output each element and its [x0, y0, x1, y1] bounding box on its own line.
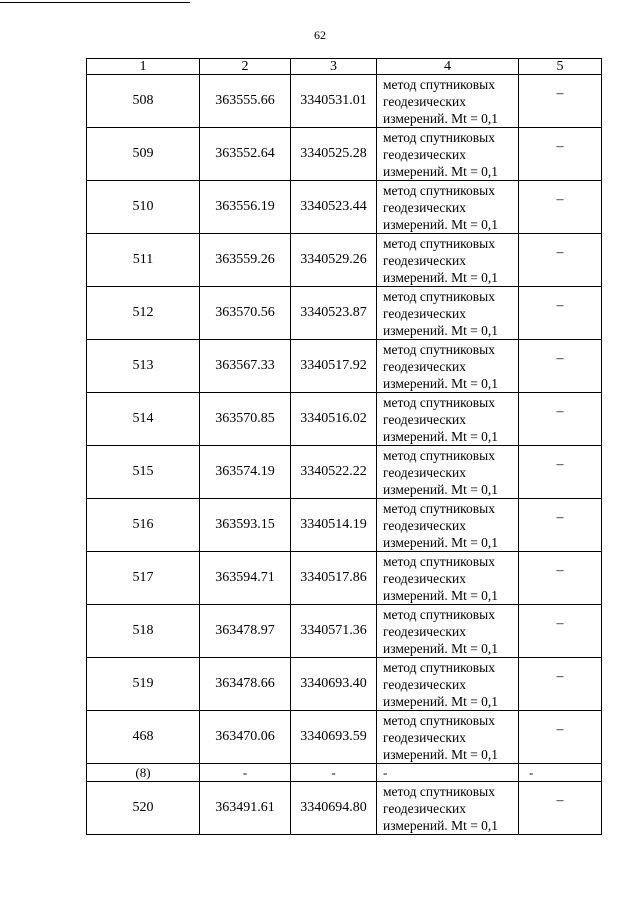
note-dash: – — [556, 404, 564, 419]
cell-point: 518 — [87, 605, 200, 658]
note-dash: – — [556, 722, 564, 737]
table-row — [87, 605, 602, 658]
method-line: метод спутниковых — [383, 288, 495, 304]
separator-row — [87, 764, 602, 782]
method-line: геодезических — [383, 729, 466, 745]
cell-note — [519, 499, 602, 552]
cell-point: 520 — [87, 782, 200, 835]
cell-x: 363559.26 — [200, 234, 291, 287]
note-dash: – — [556, 351, 564, 366]
cell-y: 3340693.59 — [291, 711, 377, 764]
method-line: геодезических — [383, 199, 466, 215]
note-dash: – — [556, 139, 564, 154]
cell-y: 3340529.26 — [291, 234, 377, 287]
method-line: метод спутниковых — [383, 606, 495, 622]
header-col-3: 3 — [291, 59, 377, 75]
note-dash: – — [556, 192, 564, 207]
note-dash: – — [556, 457, 564, 472]
cell-point: 513 — [87, 340, 200, 393]
cell-point: (8) — [87, 764, 200, 782]
method-line: метод спутниковых — [383, 783, 495, 799]
method-line: геодезических — [383, 93, 466, 109]
note-dash: – — [556, 298, 564, 313]
cell-method — [377, 340, 519, 393]
cell-x: 363470.06 — [200, 711, 291, 764]
table-row — [87, 287, 602, 340]
method-line: метод спутниковых — [383, 447, 495, 463]
cell-method — [377, 499, 519, 552]
method-line: метод спутниковых — [383, 394, 495, 410]
cell-point: 517 — [87, 552, 200, 605]
header-col-4: 4 — [377, 59, 519, 75]
method-line: метод спутниковых — [383, 76, 495, 92]
cell-method — [377, 75, 519, 128]
cell-y: 3340523.44 — [291, 181, 377, 234]
method-line: измерений. Mt = 0,1 — [383, 375, 499, 391]
method-line: геодезических — [383, 623, 466, 639]
cell-note — [519, 393, 602, 446]
method-line: измерений. Mt = 0,1 — [383, 428, 499, 444]
method-line: метод спутниковых — [383, 182, 495, 198]
cell-point: 515 — [87, 446, 200, 499]
cell-y: 3340517.86 — [291, 552, 377, 605]
cell-x: 363552.64 — [200, 128, 291, 181]
cell-x: 363491.61 — [200, 782, 291, 835]
table-row — [87, 393, 602, 446]
cell-point: 511 — [87, 234, 200, 287]
cell-x: 363567.33 — [200, 340, 291, 393]
method-line: геодезических — [383, 517, 466, 533]
cell-method — [377, 446, 519, 499]
cell-note — [519, 605, 602, 658]
cell-method — [377, 181, 519, 234]
method-line: геодезических — [383, 411, 466, 427]
cell-method — [377, 605, 519, 658]
cell-method — [377, 658, 519, 711]
method-line: метод спутниковых — [383, 659, 495, 675]
method-line: геодезических — [383, 464, 466, 480]
cell-y: 3340525.28 — [291, 128, 377, 181]
cell-y: 3340693.40 — [291, 658, 377, 711]
note-dash: – — [556, 669, 564, 684]
cell-note — [519, 340, 602, 393]
method-line: измерений. Mt = 0,1 — [383, 163, 499, 179]
cell-y: 3340522.22 — [291, 446, 377, 499]
cell-point: 512 — [87, 287, 200, 340]
table-row — [87, 552, 602, 605]
cell-y: 3340694.80 — [291, 782, 377, 835]
table-row — [87, 711, 602, 764]
method-line: измерений. Mt = 0,1 — [383, 693, 499, 709]
cell-method — [377, 711, 519, 764]
cell-y: 3340516.02 — [291, 393, 377, 446]
method-line: геодезических — [383, 570, 466, 586]
cell-point: 509 — [87, 128, 200, 181]
cell-y: 3340514.19 — [291, 499, 377, 552]
table-body — [87, 59, 602, 835]
cell-method: - — [377, 764, 519, 782]
method-line: измерений. Mt = 0,1 — [383, 269, 499, 285]
cell-method — [377, 287, 519, 340]
method-line: метод спутниковых — [383, 500, 495, 516]
table-row — [87, 446, 602, 499]
cell-point: 519 — [87, 658, 200, 711]
cell-x: 363570.85 — [200, 393, 291, 446]
coordinates-table — [86, 58, 602, 835]
method-line: измерений. Mt = 0,1 — [383, 587, 499, 603]
table-row — [87, 234, 602, 287]
method-line: измерений. Mt = 0,1 — [383, 746, 499, 762]
method-line: геодезических — [383, 358, 466, 374]
cell-note — [519, 287, 602, 340]
cell-x: 363556.19 — [200, 181, 291, 234]
cell-method — [377, 393, 519, 446]
top-rule — [0, 2, 190, 3]
table-row — [87, 340, 602, 393]
cell-note: - — [519, 764, 602, 782]
cell-method — [377, 782, 519, 835]
cell-x: 363570.56 — [200, 287, 291, 340]
table-row — [87, 75, 602, 128]
cell-method — [377, 128, 519, 181]
cell-y: 3340531.01 — [291, 75, 377, 128]
cell-note — [519, 128, 602, 181]
method-line: измерений. Mt = 0,1 — [383, 110, 499, 126]
method-line: измерений. Mt = 0,1 — [383, 817, 499, 833]
table-row — [87, 782, 602, 835]
note-dash: – — [556, 563, 564, 578]
header-col-5: 5 — [519, 59, 602, 75]
table-row — [87, 128, 602, 181]
cell-note — [519, 658, 602, 711]
cell-note — [519, 711, 602, 764]
table-row — [87, 181, 602, 234]
cell-method — [377, 552, 519, 605]
method-line: метод спутниковых — [383, 712, 495, 728]
method-line: измерений. Mt = 0,1 — [383, 640, 499, 656]
method-line: геодезических — [383, 800, 466, 816]
method-line: измерений. Mt = 0,1 — [383, 322, 499, 338]
cell-y: 3340523.87 — [291, 287, 377, 340]
cell-y: 3340571.36 — [291, 605, 377, 658]
table-row — [87, 658, 602, 711]
method-line: метод спутниковых — [383, 553, 495, 569]
table-header-row — [87, 59, 602, 75]
cell-x: - — [200, 764, 291, 782]
cell-note — [519, 446, 602, 499]
method-line: измерений. Mt = 0,1 — [383, 534, 499, 550]
table-row — [87, 499, 602, 552]
cell-note — [519, 234, 602, 287]
cell-point: 514 — [87, 393, 200, 446]
cell-x: 363594.71 — [200, 552, 291, 605]
cell-note — [519, 75, 602, 128]
cell-x: 363574.19 — [200, 446, 291, 499]
cell-method — [377, 234, 519, 287]
header-col-1: 1 — [87, 59, 200, 75]
note-dash: – — [556, 245, 564, 260]
cell-point: 516 — [87, 499, 200, 552]
cell-x: 363593.15 — [200, 499, 291, 552]
method-line: измерений. Mt = 0,1 — [383, 216, 499, 232]
page-number: 62 — [314, 28, 326, 42]
cell-note — [519, 181, 602, 234]
method-line: геодезических — [383, 676, 466, 692]
method-line: геодезических — [383, 252, 466, 268]
cell-y: 3340517.92 — [291, 340, 377, 393]
note-dash: – — [556, 86, 564, 101]
cell-y: - — [291, 764, 377, 782]
method-line: геодезических — [383, 146, 466, 162]
cell-note — [519, 552, 602, 605]
method-line: измерений. Mt = 0,1 — [383, 481, 499, 497]
cell-x: 363478.66 — [200, 658, 291, 711]
header-col-2: 2 — [200, 59, 291, 75]
method-line: геодезических — [383, 305, 466, 321]
note-dash: – — [556, 510, 564, 525]
note-dash: – — [556, 793, 564, 808]
method-line: метод спутниковых — [383, 129, 495, 145]
cell-x: 363478.97 — [200, 605, 291, 658]
cell-point: 468 — [87, 711, 200, 764]
cell-note — [519, 782, 602, 835]
method-line: метод спутниковых — [383, 341, 495, 357]
cell-point: 508 — [87, 75, 200, 128]
cell-x: 363555.66 — [200, 75, 291, 128]
method-line: метод спутниковых — [383, 235, 495, 251]
note-dash: – — [556, 616, 564, 631]
cell-point: 510 — [87, 181, 200, 234]
